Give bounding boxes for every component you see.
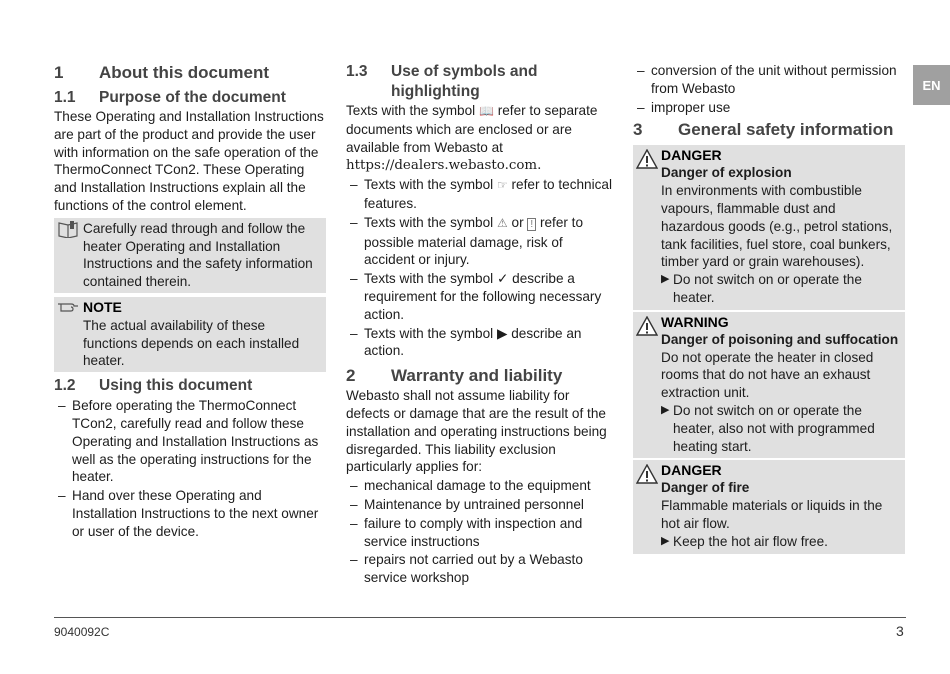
list-item: – Texts with the symbol ✓ describe a requirement for the following necessary action. [350, 271, 602, 322]
warning-triangle-icon [633, 147, 661, 306]
book-icon: 📖 [478, 104, 494, 118]
hazard-text: Do not operate the heater in closed rooms that do not have an exhaust extraction unit. [661, 349, 874, 401]
footer-divider [54, 617, 906, 618]
action-step: ▶ Do not switch on or operate the heater, also not with programmed heating start. [661, 402, 875, 454]
section-1-3-heading [346, 62, 616, 102]
section-number: 1.3 [346, 63, 368, 80]
section-number: 1.1 [54, 89, 76, 106]
read-note-text: Carefully read through and follow the heater Operating and Installation Instructions and the safety information contained therein. [83, 220, 313, 290]
list-item: – Texts with the symbol ☞ refer to technical features. [350, 177, 613, 211]
section-title: Purpose of the document [99, 89, 286, 106]
list-item: – mechanical damage to the equipment [350, 478, 591, 494]
read-instructions-note [54, 218, 326, 293]
pointing-hand-icon: ☞ [496, 178, 508, 193]
list-item: – Maintenance by untrained personnel [350, 496, 584, 512]
section-1-2-heading [54, 376, 326, 396]
section-title: Warranty and liability [391, 366, 563, 386]
section-number: 3 [633, 120, 643, 140]
purpose-paragraph: These Operating and Installation Instructions are part of the product and provide the user with information on the safe operation of the ThermoConnect TCon2. These Operating and Installation Instructions explain all the functions of the control element. [54, 109, 324, 213]
exclamation-box-icon: ! [527, 218, 536, 231]
section-title: Use of symbols and highlighting [391, 63, 538, 100]
section-1-1-heading [54, 88, 326, 108]
column-2 [346, 62, 616, 587]
section-number: 2 [346, 366, 356, 386]
signal-word: DANGER [661, 147, 722, 164]
list-item: – failure to comply with inspection and service instructions [350, 515, 583, 549]
warning-poisoning-box [633, 312, 905, 459]
note-text: The actual availability of these functions depends on each installed heater. [83, 317, 300, 369]
pointing-hand-icon [57, 299, 83, 370]
availability-note [54, 297, 326, 372]
column-3 [633, 62, 905, 554]
section-title: General safety information [678, 120, 894, 140]
signal-word: DANGER [661, 462, 722, 479]
warning-triangle-icon [633, 314, 661, 456]
warning-triangle-icon: ⚠ [496, 215, 508, 230]
signal-word: WARNING [661, 313, 729, 330]
page-number: 3 [896, 623, 904, 639]
section-title: About this document [99, 63, 269, 82]
hazard-title: Danger of fire [661, 480, 750, 496]
list-item: – improper use [637, 99, 731, 115]
language-tab: EN [913, 65, 950, 105]
hazard-text: Flammable materials or liquids in the hot air flow. [661, 498, 883, 531]
hazard-text: In environments with combustible vapours, flammable dust and hazardous goods (e.g., petrol stations, tank facilities, fuel store, coal bunkers, timber yard or grain warehouses). [661, 183, 893, 270]
hazard-title: Danger of poisoning and suffocation [661, 331, 899, 347]
danger-explosion-box [633, 145, 905, 309]
section-1-heading [54, 62, 326, 84]
section-2-heading [346, 365, 616, 387]
hazard-title: Danger of explosion [661, 165, 792, 181]
list-item: – Hand over these Operating and Installation Instructions to the next owner or user of the device. [58, 488, 319, 539]
action-step: ▶ Keep the hot air flow free. [661, 533, 828, 549]
play-arrow-icon: ▶ [496, 325, 508, 341]
note-label: NOTE [83, 298, 122, 315]
column-1 [54, 62, 326, 541]
list-item: – Before operating the ThermoConnect TCon2, carefully read and follow these Operating and Installation Instructions as well as the operating instructions for the heater. [58, 398, 319, 485]
document-number: 9040092C [54, 625, 110, 639]
list-item: – Texts with the symbol ⚠ or ! refer to possible material damage, risk of accident or injury. [350, 214, 584, 268]
action-step: ▶ Do not switch on or operate the heater. [661, 272, 862, 305]
book-icon [57, 220, 83, 291]
warning-triangle-icon [633, 462, 661, 550]
list-item: – repairs not carried out by a Webasto service workshop [350, 552, 583, 586]
section-3-heading [633, 119, 905, 141]
list-item: – conversion of the unit without permission from Webasto [637, 63, 897, 96]
list-item: – Texts with the symbol ▶ describe an action. [350, 325, 582, 359]
danger-fire-box [633, 460, 905, 553]
warranty-paragraph: Webasto shall not assume liability for defects or damage that are the result of the installation and operating instructions being disregarded. This liability exclusion particularly applies for: [346, 388, 607, 475]
section-title: Using this document [99, 377, 253, 395]
checkmark-icon: ✓ [496, 271, 509, 287]
section-number: 1 [54, 63, 64, 82]
symbols-intro: Texts with the symbol 📖 refer to separate documents which are enclosed or are available from Webasto at https://dealers.webasto.com. [346, 103, 598, 174]
dealer-url[interactable]: https://dealers.webasto.com. [346, 158, 542, 174]
section-number: 1.2 [54, 377, 76, 395]
